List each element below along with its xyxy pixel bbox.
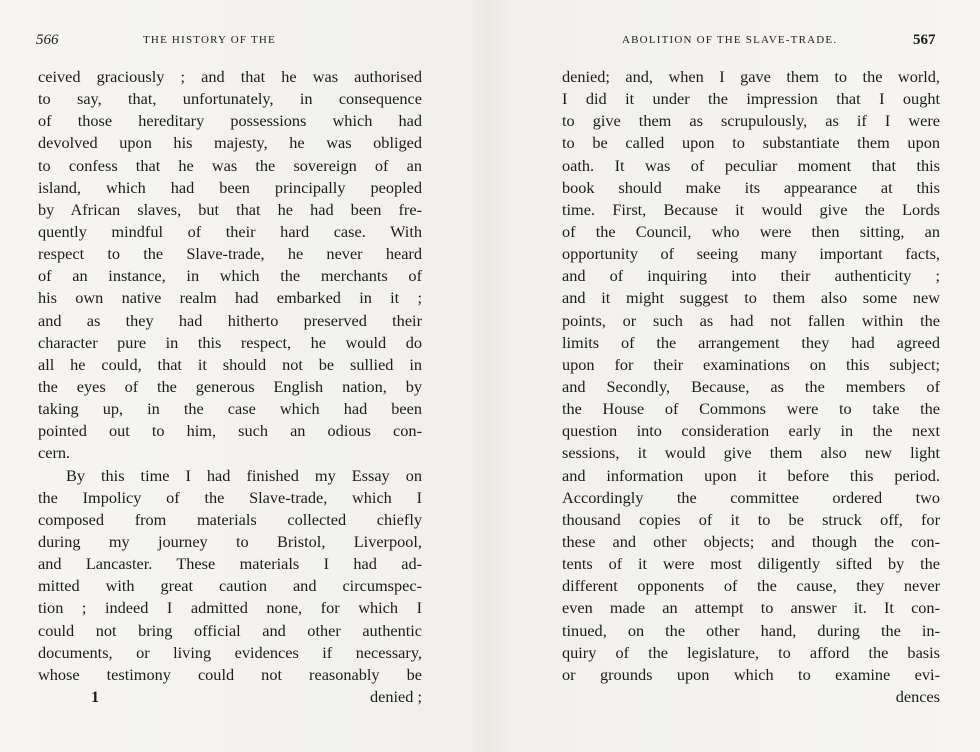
text-line: book should make its appearance at this: [562, 177, 940, 197]
right-catchword: dences: [895, 686, 940, 706]
text-line: all he could, that it should not be sullied in: [38, 354, 422, 374]
text-line: taking up, in the case which had been: [38, 399, 422, 419]
text-line: could not bring official and other authentic: [38, 620, 422, 640]
right-page: [490, 0, 980, 752]
text-line: the Impolicy of the Slave-trade, which I: [38, 487, 422, 507]
text-line: whose testimony could not reasonably be: [38, 664, 422, 684]
text-line: the House of Commons were to take the: [562, 399, 940, 419]
text-line: these and other objects; and though the con-: [562, 531, 940, 551]
text-line: limits of the arrangement they had agreed: [562, 332, 940, 352]
text-line: documents, or living evidences if necessary,: [38, 642, 422, 662]
text-line: question into consideration early in the next: [562, 421, 940, 441]
left-running-head: THE HISTORY OF THE: [143, 34, 276, 46]
text-line: character pure in this respect, he would do: [38, 332, 422, 352]
text-line: of the Council, who were then sitting, an: [562, 221, 940, 241]
text-line: to confess that he was the sovereign of an: [38, 155, 422, 175]
text-line: respect to the Slave-trade, he never heard: [38, 244, 422, 264]
text-line: of those hereditary possessions which had: [38, 111, 422, 131]
text-line: points, or such as had not fallen within the: [562, 310, 940, 330]
signature-mark: 1: [91, 686, 100, 706]
right-running-head: ABOLITION OF THE SLAVE-TRADE.: [622, 34, 838, 46]
text-line: upon for their examinations on this subject;: [562, 354, 940, 374]
text-line: by African slaves, but that he had been fre-: [38, 199, 422, 219]
text-line: to be called upon to substantiate them upon: [562, 133, 940, 153]
text-line: opportunity of seeing many important facts,: [562, 244, 940, 264]
text-line: oath. It was of peculiar moment that this: [562, 155, 940, 175]
text-line: of an instance, in which the merchants of: [38, 266, 422, 286]
text-line: during my journey to Bristol, Liverpool,: [38, 531, 422, 551]
text-line: I did it under the impression that I ought: [562, 89, 940, 109]
left-catchword: denied ;: [370, 686, 422, 706]
text-line: ceived graciously ; and that he was authorised: [38, 67, 422, 86]
text-line: and information upon it before this period.: [562, 465, 940, 485]
text-line: tinued, on the other hand, during the in-: [562, 620, 940, 640]
text-line: and Lancaster. These materials I had ad-: [38, 554, 422, 574]
paragraph-end-line: cern.: [38, 443, 71, 463]
text-line: composed from materials collected chiefly: [38, 509, 422, 529]
text-line: and Secondly, Because, as the members of: [562, 376, 940, 396]
text-line: even made an attempt to answer it. It con-: [562, 598, 940, 618]
text-line: thousand copies of it to be struck off, for: [562, 509, 940, 529]
text-line: sessions, it would give them also new light: [562, 443, 940, 463]
paragraph-start-line: By this time I had finished my Essay on: [66, 465, 422, 485]
left-page-number: 566: [36, 32, 59, 48]
text-line: denied; and, when I gave them to the world,: [562, 67, 940, 86]
text-line: mitted with great caution and circumspec-: [38, 576, 422, 596]
footer-row: [38, 686, 422, 708]
text-line: to say, that, unfortunately, in consequence: [38, 89, 422, 109]
left-text-block: [38, 66, 422, 708]
text-line: time. First, Because it would give the Lords: [562, 199, 940, 219]
text-line: island, which had been principally peopled: [38, 177, 422, 197]
text-line: and it might suggest to them also some new: [562, 288, 940, 308]
right-page-number: 567: [913, 32, 936, 48]
text-line: quently mindful of their hard case. With: [38, 221, 422, 241]
text-line: to give them as scrupulously, as if I were: [562, 111, 940, 131]
text-line: or grounds upon which to examine evi-: [562, 664, 940, 684]
text-line: his own native realm had embarked in it ;: [38, 288, 422, 308]
text-line: tion ; indeed I admitted none, for which I: [38, 598, 422, 618]
text-line: and of inquiring into their authenticity ;: [562, 266, 940, 286]
text-line: different opponents of the cause, they never: [562, 576, 940, 596]
text-line: Accordingly the committee ordered two: [562, 487, 940, 507]
text-line: and as they had hitherto preserved their: [38, 310, 422, 330]
text-line: pointed out to him, such an odious con-: [38, 421, 422, 441]
text-line: tents of it were most diligently sifted by the: [562, 554, 940, 574]
text-line: the eyes of the generous English nation, by: [38, 376, 422, 396]
right-text-block: [562, 66, 940, 708]
text-line: devolved upon his majesty, he was obliged: [38, 133, 422, 153]
text-line: quiry of the legislature, to afford the basis: [562, 642, 940, 662]
